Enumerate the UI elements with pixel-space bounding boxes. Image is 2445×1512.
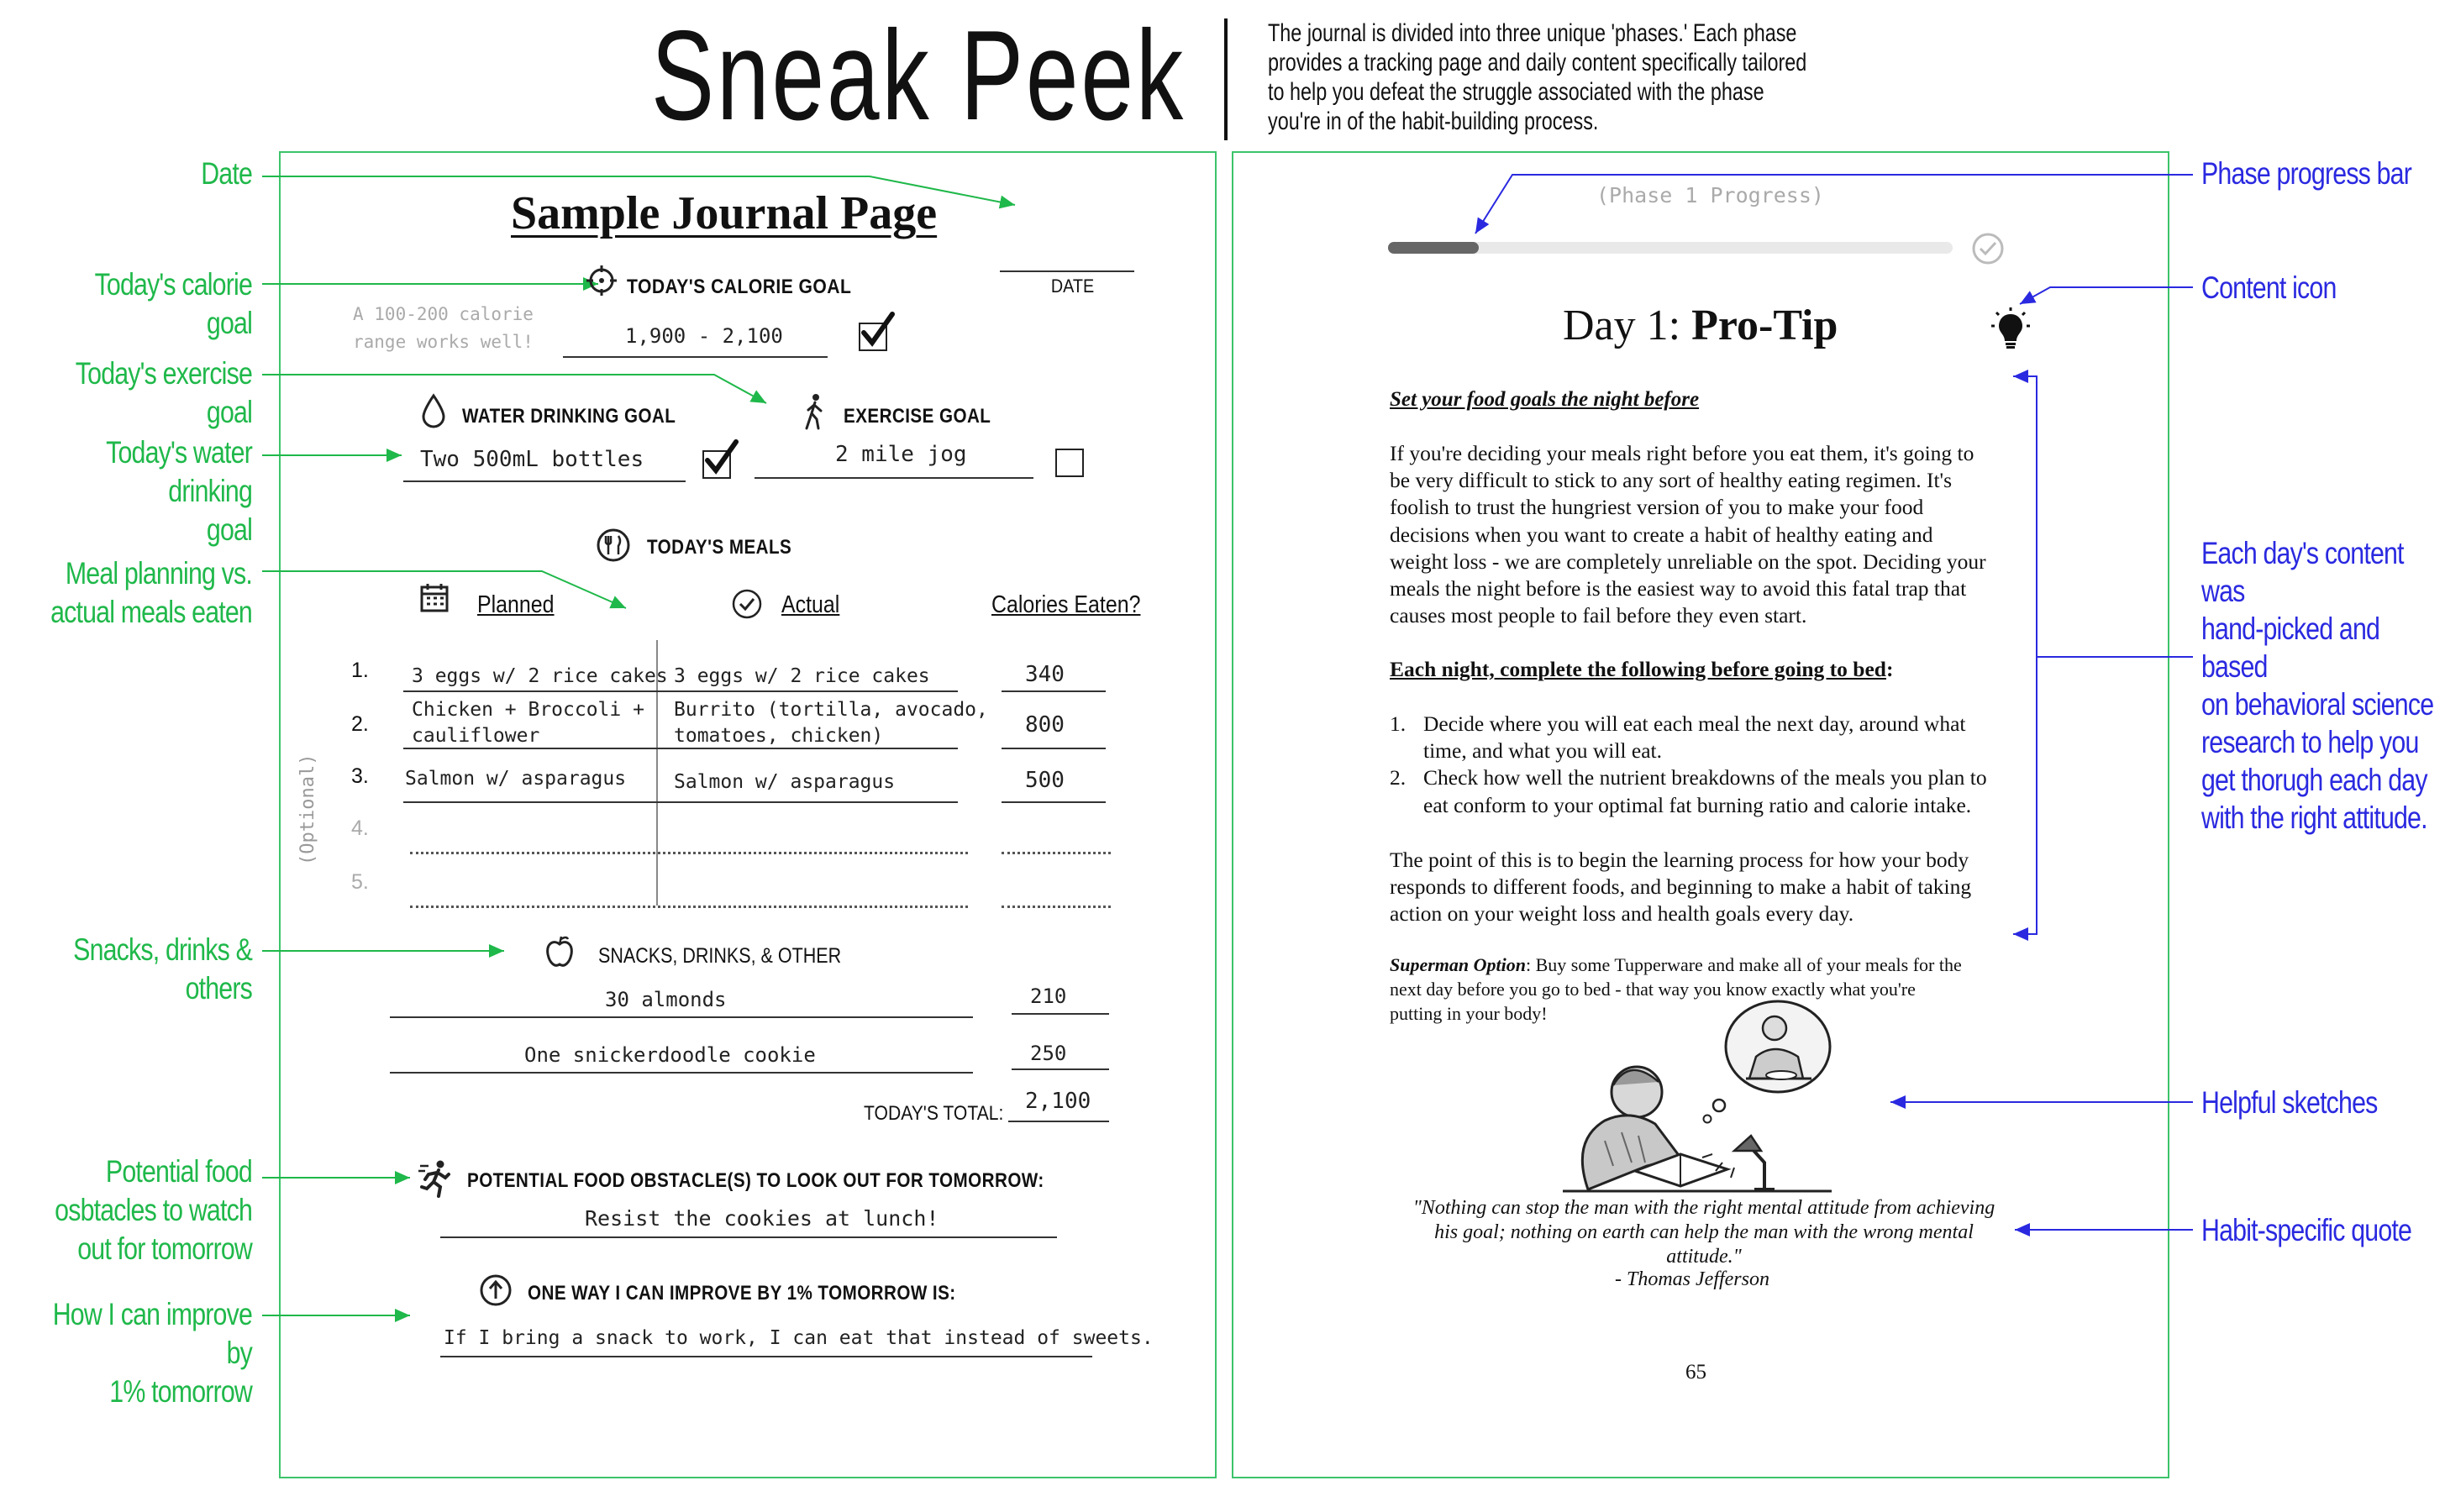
water-goal-value[interactable]: Two 500mL bottles [420, 447, 644, 472]
runner-icon [418, 1159, 452, 1202]
calorie-hint [353, 301, 534, 356]
superman-line: next day before you go to bed - that way you know exactly what you're [1390, 979, 1916, 1000]
calorie-hint-line: range works well! [353, 332, 534, 352]
meal-planned[interactable] [412, 697, 644, 749]
calendar-icon [418, 581, 452, 619]
improve-value[interactable]: If I bring a snack to work, I can eat that instead of sweets. [444, 1327, 1154, 1349]
meal-planned-line: cauliflower [412, 725, 540, 747]
meal-line [403, 801, 958, 803]
calorie-goal-line [563, 356, 828, 358]
quote-author: - Thomas Jefferson [1615, 1268, 1769, 1290]
exercise-goal-label: EXERCISE GOAL [844, 405, 991, 428]
header-description-line: The journal is divided into three unique 'phases.' Each phase [1268, 19, 1797, 47]
content-paragraph [1390, 440, 2028, 629]
page-number: 65 [1685, 1361, 1706, 1383]
meal-calories[interactable]: 800 [1025, 712, 1065, 738]
list-item-line: eat conform to your optimal fat burning ratio and calorie intake. [1423, 792, 1972, 817]
annotation-date: Date [201, 156, 252, 191]
habit-quote [1381, 1196, 2027, 1269]
annotation-line: 1% tomorrow [109, 1374, 252, 1409]
quote-line: his goal; nothing on earth can help the man with the wrong mental [1434, 1221, 1974, 1243]
day-title-bold: Pro-Tip [1691, 302, 1838, 349]
annotation-line: on behavioral science [2201, 687, 2434, 722]
paragraph-line: weight loss - we are completely unreliable on the spot. Deciding your [1390, 549, 1986, 574]
annotation-line: get thorugh each day [2201, 763, 2427, 797]
snack-item[interactable]: One snickerdoodle cookie [524, 1043, 816, 1067]
annotation-line: osbtacles to watch [55, 1193, 252, 1227]
annotation-quote: Habit-specific quote [2201, 1213, 2412, 1247]
exercise-goal-value[interactable]: 2 mile jog [835, 442, 967, 467]
quote-line: attitude." [1666, 1246, 1742, 1268]
annotation-content-icon: Content icon [2201, 270, 2337, 305]
column-calories: Calories Eaten? [991, 591, 1141, 618]
annotation-line: How I can improve by [52, 1297, 252, 1370]
list-item [1390, 711, 2028, 764]
content-list [1390, 711, 2028, 819]
annotation-line: Potential food [105, 1154, 252, 1189]
annotation-calorie-goal: Today's calorie goal [94, 267, 252, 340]
progress-track [1388, 242, 1953, 254]
annotation-exercise-goal: Today's exercise goal [75, 356, 252, 429]
day-title [1563, 301, 1838, 350]
superman-line: putting in your body! [1390, 1003, 1548, 1024]
water-goal-label: WATER DRINKING GOAL [462, 405, 676, 428]
arrow-icon [2020, 287, 2193, 304]
superman-label: Superman Option [1390, 954, 1526, 975]
fork-knife-icon [597, 528, 630, 567]
meal-number: 3. [351, 764, 369, 788]
meal-cal-line-optional [1002, 906, 1111, 908]
lightbulb-icon [1991, 307, 2030, 355]
date-label: DATE [1050, 276, 1095, 297]
meal-actual[interactable] [674, 697, 988, 749]
list-item-line: Decide where you will eat each meal the next day, around what [1423, 711, 1966, 736]
paragraph-line: If you're deciding your meals right before you eat them, it's going to [1390, 441, 1974, 465]
improve-line [440, 1356, 1092, 1357]
annotation-line: Today's water drinking [106, 435, 252, 508]
paragraph-line: causes most people to fail before they even start. [1390, 603, 1807, 628]
snack-calories[interactable]: 250 [1030, 1042, 1067, 1065]
header-description-line: you're in of the habit-building process. [1268, 108, 1599, 135]
annotation-line: actual meals eaten [50, 595, 253, 629]
meal-line-optional [410, 906, 968, 908]
progress-fill [1388, 242, 1479, 254]
obstacle-label: POTENTIAL FOOD OBSTACLE(S) TO LOOK OUT FOR TOMORROW: [467, 1169, 1044, 1192]
column-actual: Actual [781, 591, 840, 618]
header-description-line: provides a tracking page and daily content specifically tailored [1268, 49, 1807, 76]
snack-line [390, 1072, 973, 1074]
paragraph-line: foolish to trust the hungriest version of you to make your food [1390, 495, 1924, 520]
quote-line: "Nothing can stop the man with the right mental attitude from achieving [1412, 1197, 1995, 1219]
meal-number: 2. [351, 712, 369, 736]
annotation-sketches: Helpful sketches [2201, 1085, 2378, 1120]
annotation-line: out for tomorrow [77, 1231, 252, 1266]
check-icon [701, 438, 741, 481]
optional-label: (Optional) [297, 753, 318, 865]
column-planned: Planned [477, 591, 555, 618]
paragraph-line: be very difficult to stick to any sort of healthy eating regimen. It's [1390, 468, 1953, 493]
paragraph-line: meals the night before is the easiest way to avoid this fatal trap that [1390, 576, 1967, 601]
meal-planned[interactable]: Salmon w/ asparagus [405, 768, 627, 790]
calorie-hint-line: A 100-200 calorie [353, 304, 534, 324]
water-goal-line [403, 480, 686, 482]
meal-cal-line [1002, 748, 1106, 749]
superman-line [1390, 953, 2028, 977]
meals-label: TODAY'S MEALS [647, 536, 792, 559]
obstacle-value[interactable]: Resist the cookies at lunch! [585, 1206, 939, 1231]
meal-cal-line-optional [1002, 852, 1111, 854]
content-paragraph [1390, 847, 2028, 928]
studying-person-sketch [1554, 998, 1840, 1204]
meal-actual-line: Burrito (tortilla, avocado, [674, 699, 988, 721]
obstacle-line [440, 1236, 1057, 1238]
meal-calories[interactable]: 340 [1025, 662, 1065, 687]
annotation-line: Meal planning vs. [65, 556, 252, 591]
each-night-heading [1390, 657, 1893, 682]
meal-line-optional [410, 852, 968, 854]
total-line [1008, 1121, 1109, 1122]
meal-actual[interactable]: Salmon w/ asparagus [674, 771, 896, 793]
annotation-line: research to help you [2201, 725, 2419, 759]
exercise-goal-line [755, 477, 1033, 479]
meal-number: 4. [351, 816, 369, 840]
list-item-line: Check how well the nutrient breakdowns of the meals you plan to [1423, 765, 1987, 790]
total-value[interactable]: 2,100 [1025, 1089, 1091, 1114]
list-item-number: 2. [1390, 765, 1407, 790]
annotation-line: Snacks, drinks & [73, 932, 252, 967]
snack-cal-line [1012, 1068, 1109, 1070]
snack-cal-line [1012, 1013, 1109, 1015]
progress-label: (Phase 1 Progress) [1596, 183, 1824, 207]
paragraph-line: decisions when you want to create a habit of healthy eating and [1390, 522, 1933, 547]
date-line [1000, 270, 1134, 272]
paragraph-line: The point of this is to begin the learning process for how your body [1390, 848, 1969, 872]
meal-calories[interactable]: 500 [1025, 768, 1065, 793]
annotation-line: others [185, 971, 252, 1005]
meal-actual[interactable]: 3 eggs w/ 2 rice cakes [674, 665, 930, 687]
meal-line [403, 690, 958, 692]
meal-cal-line [1002, 690, 1106, 692]
annotation-line: Each day's content was [2201, 536, 2404, 608]
snack-calories[interactable]: 210 [1030, 984, 1067, 1008]
list-item-number: 1. [1390, 711, 1407, 736]
arrow-content-top [2013, 376, 2193, 657]
check-circle-icon [1971, 232, 2005, 270]
apple-icon [543, 934, 576, 974]
arrow-up-circle-icon [479, 1273, 513, 1311]
walking-person-icon [800, 393, 828, 434]
paragraph-line: responds to different foods, and beginning to make a habit of taking [1390, 874, 1972, 900]
paragraph-line: action on your weight loss and health goals every day. [1390, 901, 1854, 927]
each-night-heading-text: Each night, complete the following before going to bed [1390, 657, 1886, 681]
meal-number: 5. [351, 870, 369, 894]
exercise-goal-checkbox[interactable] [1055, 449, 1084, 477]
superman-text: : Buy some Tupperware and make all of your meals for the [1526, 954, 1962, 975]
annotation-progress-bar: Phase progress bar [2201, 156, 2412, 191]
snack-item[interactable]: 30 almonds [605, 988, 727, 1011]
meal-actual-line: tomatoes, chicken) [674, 725, 884, 747]
meal-line [403, 748, 958, 749]
page-title: Sneak Peek [651, 4, 1186, 147]
target-icon [585, 264, 618, 302]
snack-line [390, 1016, 973, 1018]
improve-label: ONE WAY I CAN IMPROVE BY 1% TOMORROW IS: [528, 1282, 956, 1305]
each-night-heading-colon: : [1885, 657, 1894, 681]
list-item [1390, 764, 2028, 818]
annotation-line: with the right attitude. [2201, 801, 2427, 835]
calorie-goal-value[interactable]: 1,900 - 2,100 [625, 324, 783, 348]
check-circle-icon [731, 588, 763, 624]
total-label: TODAY'S TOTAL: [864, 1102, 1004, 1125]
list-item-line: time, and what you will eat. [1423, 738, 1662, 764]
journal-title: Sample Journal Page [511, 187, 938, 239]
meal-cal-line [1002, 801, 1106, 803]
annotation-line: hand-picked and based [2201, 612, 2380, 684]
arrow-progress [1475, 175, 2193, 234]
meal-planned[interactable]: 3 eggs w/ 2 rice cakes [412, 665, 668, 687]
meal-planned-line: Chicken + Broccoli + [412, 699, 644, 721]
water-drop-icon [420, 393, 447, 433]
arrow-exercise [262, 375, 766, 403]
annotation-line: goal [206, 512, 252, 547]
meal-number: 1. [351, 659, 369, 682]
calorie-goal-label: TODAY'S CALORIE GOAL [627, 276, 852, 298]
snacks-label: SNACKS, DRINKS, & OTHER [598, 944, 842, 968]
content-subheading: Set your food goals the night before [1390, 388, 1700, 411]
check-icon [857, 311, 897, 354]
header-description-line: to help you defeat the struggle associated with the phase [1268, 78, 1764, 106]
day-title-prefix: Day 1: [1563, 302, 1692, 349]
